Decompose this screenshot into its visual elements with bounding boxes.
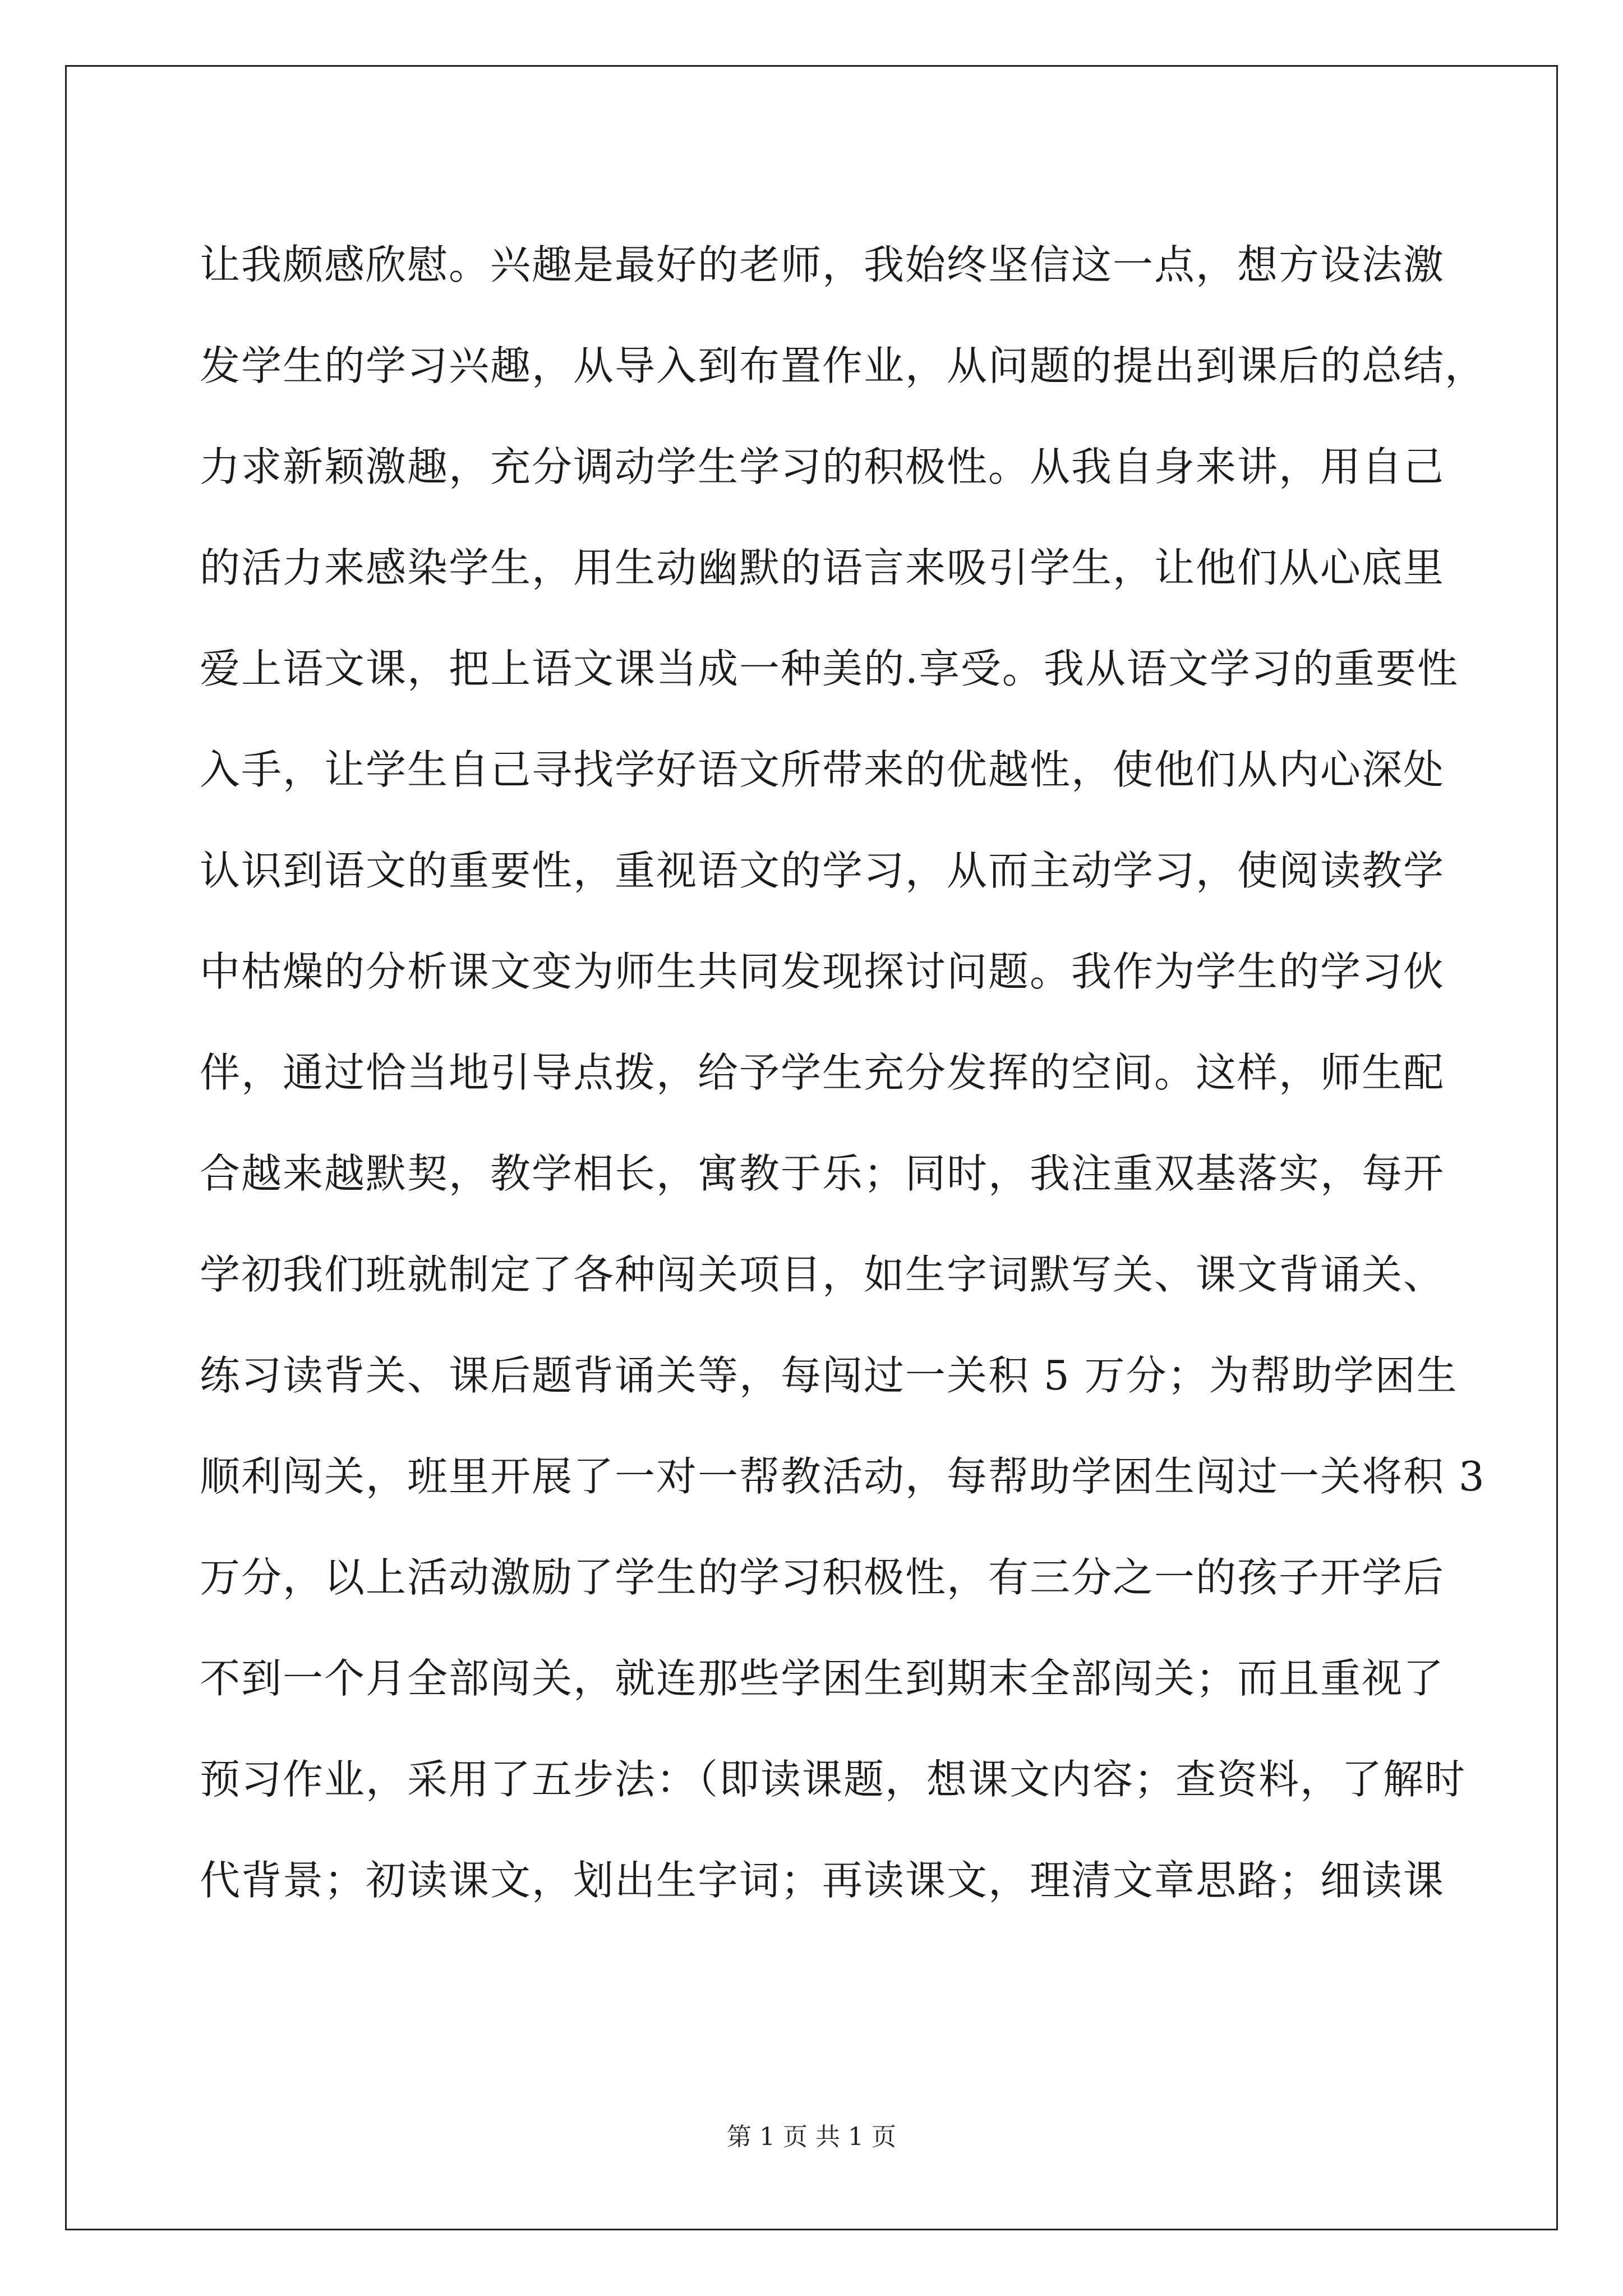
text-line: 顺利闯关，班里开展了一对一帮教活动，每帮助学困生闯过一关将积 3	[200, 1453, 1486, 1500]
text-line: 入手，让学生自己寻找学好语文所带来的优越性，使他们从内心深处	[200, 746, 1445, 793]
page-footer: 第 1 页 共 1 页	[727, 2123, 896, 2151]
text-line: 中枯燥的分析课文变为师生共同发现探讨问题。我作为学生的学习伙	[200, 948, 1445, 995]
text-line: 不到一个月全部闯关，就连那些学困生到期末全部闯关；而且重视了	[200, 1655, 1445, 1702]
text-line: 预习作业，采用了五步法：（即读课题，想课文内容；查资料，了解时	[200, 1756, 1467, 1803]
text-line: 力求新颖激趣，充分调动学生学习的积极性。从我自身来讲，用自己	[200, 443, 1445, 490]
text-line: 伴，通过恰当地引导点拨，给予学生充分发挥的空间。这样，师生配	[200, 1049, 1445, 1096]
text-line: 认识到语文的重要性，重视语文的学习，从而主动学习，使阅读教学	[200, 847, 1445, 894]
text-line: 代背景；初读课文，划出生字词；再读课文，理清文章思路；细读课	[200, 1857, 1445, 1904]
text-line: 万分，以上活动激励了学生的学习积极性，有三分之一的孩子开学后	[200, 1554, 1445, 1601]
text-line: 的活力来感染学生，用生动幽默的语言来吸引学生，让他们从心底里	[200, 544, 1445, 591]
text-line: 学初我们班就制定了各种闯关项目，如生字词默写关、课文背诵关、	[200, 1251, 1445, 1298]
body-text	[200, 214, 1487, 1931]
text-line: 让我颇感欣慰。兴趣是最好的老师，我始终坚信这一点，想方设法激	[200, 241, 1445, 288]
text-line: 练习读背关、课后题背诵关等，每闯过一关积 5 万分；为帮助学困生	[200, 1352, 1458, 1399]
text-line: 爱上语文课，把上语文课当成一种美的.享受。我从语文学习的重要性	[200, 645, 1459, 692]
text-line: 合越来越默契，教学相长，寓教于乐；同时，我注重双基落实，每开	[200, 1150, 1445, 1197]
text-line: 发学生的学习兴趣，从导入到布置作业，从问题的提出到课后的总结，	[200, 342, 1487, 389]
